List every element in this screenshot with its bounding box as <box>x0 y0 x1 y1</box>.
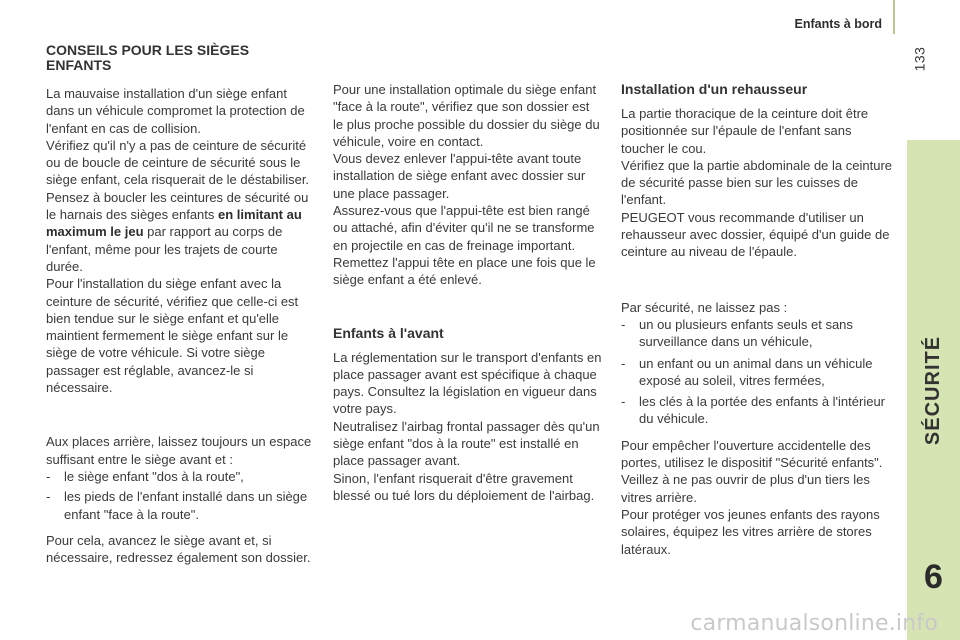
paragraph: Neutralisez l'airbag frontal passager dès qu'un siège enfant "dos à la route" est installé en place passager avant. <box>333 418 600 469</box>
paragraph: Assurez-vous que l'appui-tête est bien rangé ou attaché, afin d'éviter qu'il ne se transforme en projectile en cas de freinage important. <box>333 203 595 253</box>
watermark: carmanualsonline.info <box>690 611 938 636</box>
paragraph: Sinon, l'enfant risquerait d'être gravement blessé ou tué lors du déploiement de l'airbag. <box>333 470 595 503</box>
list-item <box>46 468 318 485</box>
chapter-number: 6 <box>924 558 943 596</box>
list-item <box>621 355 893 390</box>
list-item-text: les pieds de l'enfant installé dans un siège enfant "face à la route". <box>64 489 308 522</box>
list-item <box>46 488 318 523</box>
paragraph: Par sécurité, ne laissez pas : <box>621 299 788 315</box>
page-number <box>909 46 929 72</box>
list-dash: - <box>621 394 626 410</box>
subsection-title: Enfants à l'avant <box>333 324 444 341</box>
page-number-text: 133 <box>911 46 928 72</box>
list-item <box>621 393 893 428</box>
side-tab-label-wrap <box>907 140 960 560</box>
paragraph: Vous devez enlever l'appui-tête avant toute installation de siège enfant avec dossier sur une place passager. <box>333 151 586 201</box>
paragraph: La partie thoracique de la ceinture doit être positionnée sur l'épaule de l'enfant sans toucher le cou. <box>621 106 869 156</box>
paragraph: La mauvaise installation d'un siège enfant dans un véhicule compromet la protection de l'enfant en cas de collision. <box>46 86 305 136</box>
paragraph-text: par rapport au corps de l'enfant, même pour les trajets de courte durée. <box>46 224 283 274</box>
list-item-text: le siège enfant "dos à la route", <box>64 468 244 484</box>
paragraph: La réglementation sur le transport d'enfants en place passager avant est spécifique à chaque pays. Consultez la législation en vigueur dans votre pays. <box>333 349 602 417</box>
paragraph: Pour cela, avancez le siège avant et, si nécessaire, redressez également son dossier. <box>46 532 311 566</box>
list-item-text: les clés à la portée des enfants à l'intérieur du véhicule. <box>639 394 886 427</box>
list-dash: - <box>46 489 51 505</box>
header-divider <box>893 0 895 34</box>
chapter-side-tab <box>907 140 960 640</box>
paragraph: Pour l'installation du siège enfant avec la ceinture de sécurité, vérifiez que celle-ci est bien tendue sur le siège enfant et qu'elle maintient fermement le siège enfant sur le siège de votre véhicule. Si votre siège passager est réglable, avancez-le si nécessaire. <box>46 276 299 396</box>
list-dash: - <box>621 316 626 332</box>
subsection-title: Installation d'un rehausseur <box>621 81 808 97</box>
paragraph <box>46 189 318 275</box>
paragraph: Pour empêcher l'ouverture accidentelle des portes, utilisez le dispositif "Sécurité enfants". <box>621 437 883 471</box>
list-item <box>621 316 893 351</box>
side-tab-label: SÉCURITÉ <box>922 335 944 445</box>
paragraph-text: Pensez à boucler les ceintures de sécurité ou le harnais des sièges enfants <box>46 189 309 223</box>
paragraph: Aux places arrière, laissez toujours un espace suffisant entre le siège avant et : <box>46 434 312 467</box>
chapter-header: Enfants à bord <box>794 17 882 31</box>
list-dash: - <box>46 468 51 484</box>
list-item-text: un ou plusieurs enfants seuls et sans surveillance dans un véhicule, <box>639 316 853 350</box>
paragraph: Vérifiez que la partie abdominale de la ceinture de sécurité passe bien sur les cuisses de l'enfant. <box>621 157 893 208</box>
paragraph: Pour protéger vos jeunes enfants des rayons solaires, équipez les vitres arrière de stores latéraux. <box>621 506 880 557</box>
paragraph: PEUGEOT vous recommande d'utiliser un rehausseur avec dossier, équipé d'un guide de ceinture au niveau de l'épaule. <box>621 209 890 260</box>
paragraph: Vérifiez qu'il n'y a pas de ceinture de sécurité ou de boucle de ceinture de sécurité sous le siège enfant, cela risquerait de le déstabiliser. <box>46 137 310 188</box>
column-middle <box>333 81 603 504</box>
section-title: CONSEILS POUR LES SIÈGES ENFANTS <box>46 42 250 73</box>
paragraph: Pour une installation optimale du siège enfant "face à la route", vérifiez que son dossier est le plus proche possible du dossier du siège du véhicule, voire en contact. <box>333 82 600 149</box>
list-dash: - <box>621 355 626 371</box>
emphasis-text: en limitant au maximum le jeu <box>46 207 302 240</box>
column-left <box>46 43 318 566</box>
paragraph: Remettez l'appui tête en place une fois que le siège enfant a été enlevé. <box>333 254 596 288</box>
paragraph: Veillez à ne pas ouvrir de plus d'un tiers les vitres arrière. <box>621 472 870 505</box>
list-item-text: un enfant ou un animal dans un véhicule exposé au soleil, vitres fermées, <box>639 355 873 388</box>
column-right <box>621 81 893 558</box>
